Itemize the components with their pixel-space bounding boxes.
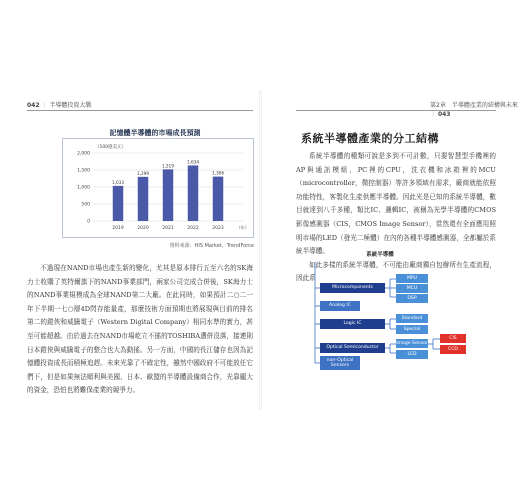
left-paragraph: 不過現在NAND市場也產生新的變化，尤其是原本排行五至六名的SK海力士收購了英特爾旗下的NAND事業部門，兩家公司完成合併後，SK海力士的NAND事業規模成為全球NAND第二大廠。在此同時，如果預計二○二一年下半期一七○層4D閃存能量產，那麼技術方面預期也將展現與目前的排名第二的鎧俠和威騰電子（Western Digital Company）相同水準的實力，甚至可能超越。由於過去在NAND市場屹立不搖的TOSHIBA遭併沒落，接連則日本鎧俠與威騰電子的整合也大為動搖。另一方面，中國的長江儲存也因為記憶體投資成長而積極追趕。未來光靠了不確定性，雖然中國政府不可能放任它們下，但是如果無法順利與美國、日本、歐盟的半導體設備商合作，光靠龐大的資金，恐怕也將難保產業的競爭力。 bbox=[27, 264, 253, 395]
node-dsp: DSP bbox=[396, 293, 428, 303]
node-mcu: MCU bbox=[396, 283, 428, 293]
chart-source: 資料來源：HIS Market、TrendForce bbox=[169, 243, 254, 249]
header-rule bbox=[27, 110, 253, 111]
x-tick-label: 2020 bbox=[137, 226, 149, 231]
bar-chart bbox=[63, 139, 253, 237]
node-mpu: MPU bbox=[396, 274, 428, 283]
chart-title: 記憶體半導體的市場成長預測 bbox=[109, 129, 201, 137]
left-page-header: 042 ｜ 半導體投資大戰 bbox=[27, 102, 92, 109]
bar bbox=[113, 186, 124, 221]
node-microcomponents: Microcomponents bbox=[320, 283, 385, 293]
y-tick-label: 1,500 bbox=[77, 168, 90, 174]
bar-value-label: 1,519 bbox=[162, 163, 174, 169]
chart-frame bbox=[62, 138, 254, 238]
node-special: Special bbox=[396, 324, 428, 334]
node-cis: CIS bbox=[440, 334, 466, 343]
page-number: 042 bbox=[27, 102, 40, 109]
bar bbox=[188, 165, 199, 221]
x-axis-suffix: （年） bbox=[236, 225, 249, 230]
node-ccd: CCD bbox=[440, 344, 466, 354]
y-tick-label: 0 bbox=[87, 219, 90, 225]
bar-value-label: 1,306 bbox=[212, 170, 224, 176]
x-tick-label: 2023 bbox=[212, 226, 224, 231]
x-tick-label: 2021 bbox=[162, 226, 174, 231]
section-title: 系統半導體產業的分工結構 bbox=[301, 132, 439, 145]
node-logic-ic: Logic IC bbox=[320, 319, 385, 329]
right-page-header: 第2章 半導體產業的結構與未來 ｜ 043 bbox=[430, 102, 518, 118]
node-standard: Standard bbox=[396, 314, 428, 323]
right-paragraph-1: 系統半導體的種類可說是多到不可計數，只要智慧型手機裡的AP與通訊模組，PC裡的CPU，洗衣機和冰箱裡的MCU（microcontroller，微控制器）等許多領域有需求，廠商就能依照功能特性，客製化生產供應半導體。因此光是已知的系統半導體，數目就達到八千多種，類比IC、邏輯IC，被稱為光學半導體的CMOS影像感測器（CIS，CMOS Image Sensor），當然還有全面應用照明市場的LED（發光二極體）在內的各種半導體感測器，全都屬於系統半導體。 bbox=[296, 152, 496, 256]
bar-value-label: 1,299 bbox=[137, 170, 149, 176]
bar bbox=[163, 169, 174, 221]
y-tick-label: 500 bbox=[81, 202, 90, 208]
bar-value-label: 1,033 bbox=[112, 179, 124, 185]
x-tick-label: 2022 bbox=[187, 226, 199, 231]
right-paragraph-2: 如此多樣的系統半導體，不可能由廠商獨自包辦所有生產流程，因此系 bbox=[296, 260, 496, 283]
system-semiconductor-diagram bbox=[310, 250, 510, 375]
node-optical-semiconductor: Optical Semiconductor bbox=[320, 343, 385, 353]
left-body-text bbox=[27, 262, 253, 398]
y-tick-label: 2,000 bbox=[77, 151, 90, 157]
x-tick-label: 2019 bbox=[112, 226, 124, 231]
bar-value-label: 1,634 bbox=[187, 159, 199, 165]
diagram-title: 系統半導體 bbox=[366, 252, 394, 258]
node-non-optical-sensors: non-Optical Sensors bbox=[320, 356, 360, 370]
bar bbox=[138, 177, 149, 221]
y-tick-label: 1,000 bbox=[77, 185, 90, 191]
node-image-sensor: Image Sensor bbox=[396, 339, 428, 348]
page-number-right: 043 bbox=[437, 111, 451, 118]
bar bbox=[213, 177, 224, 221]
header-rule-right bbox=[296, 110, 496, 111]
node-analog-ic: Analog IC bbox=[320, 301, 360, 311]
chapter-title: 第2章 半導體產業的結構與未來 bbox=[430, 102, 518, 109]
book-title: 半導體投資大戰 bbox=[49, 102, 92, 109]
node-led: LED bbox=[396, 349, 428, 359]
unit-label: （100億美元） bbox=[95, 145, 127, 150]
